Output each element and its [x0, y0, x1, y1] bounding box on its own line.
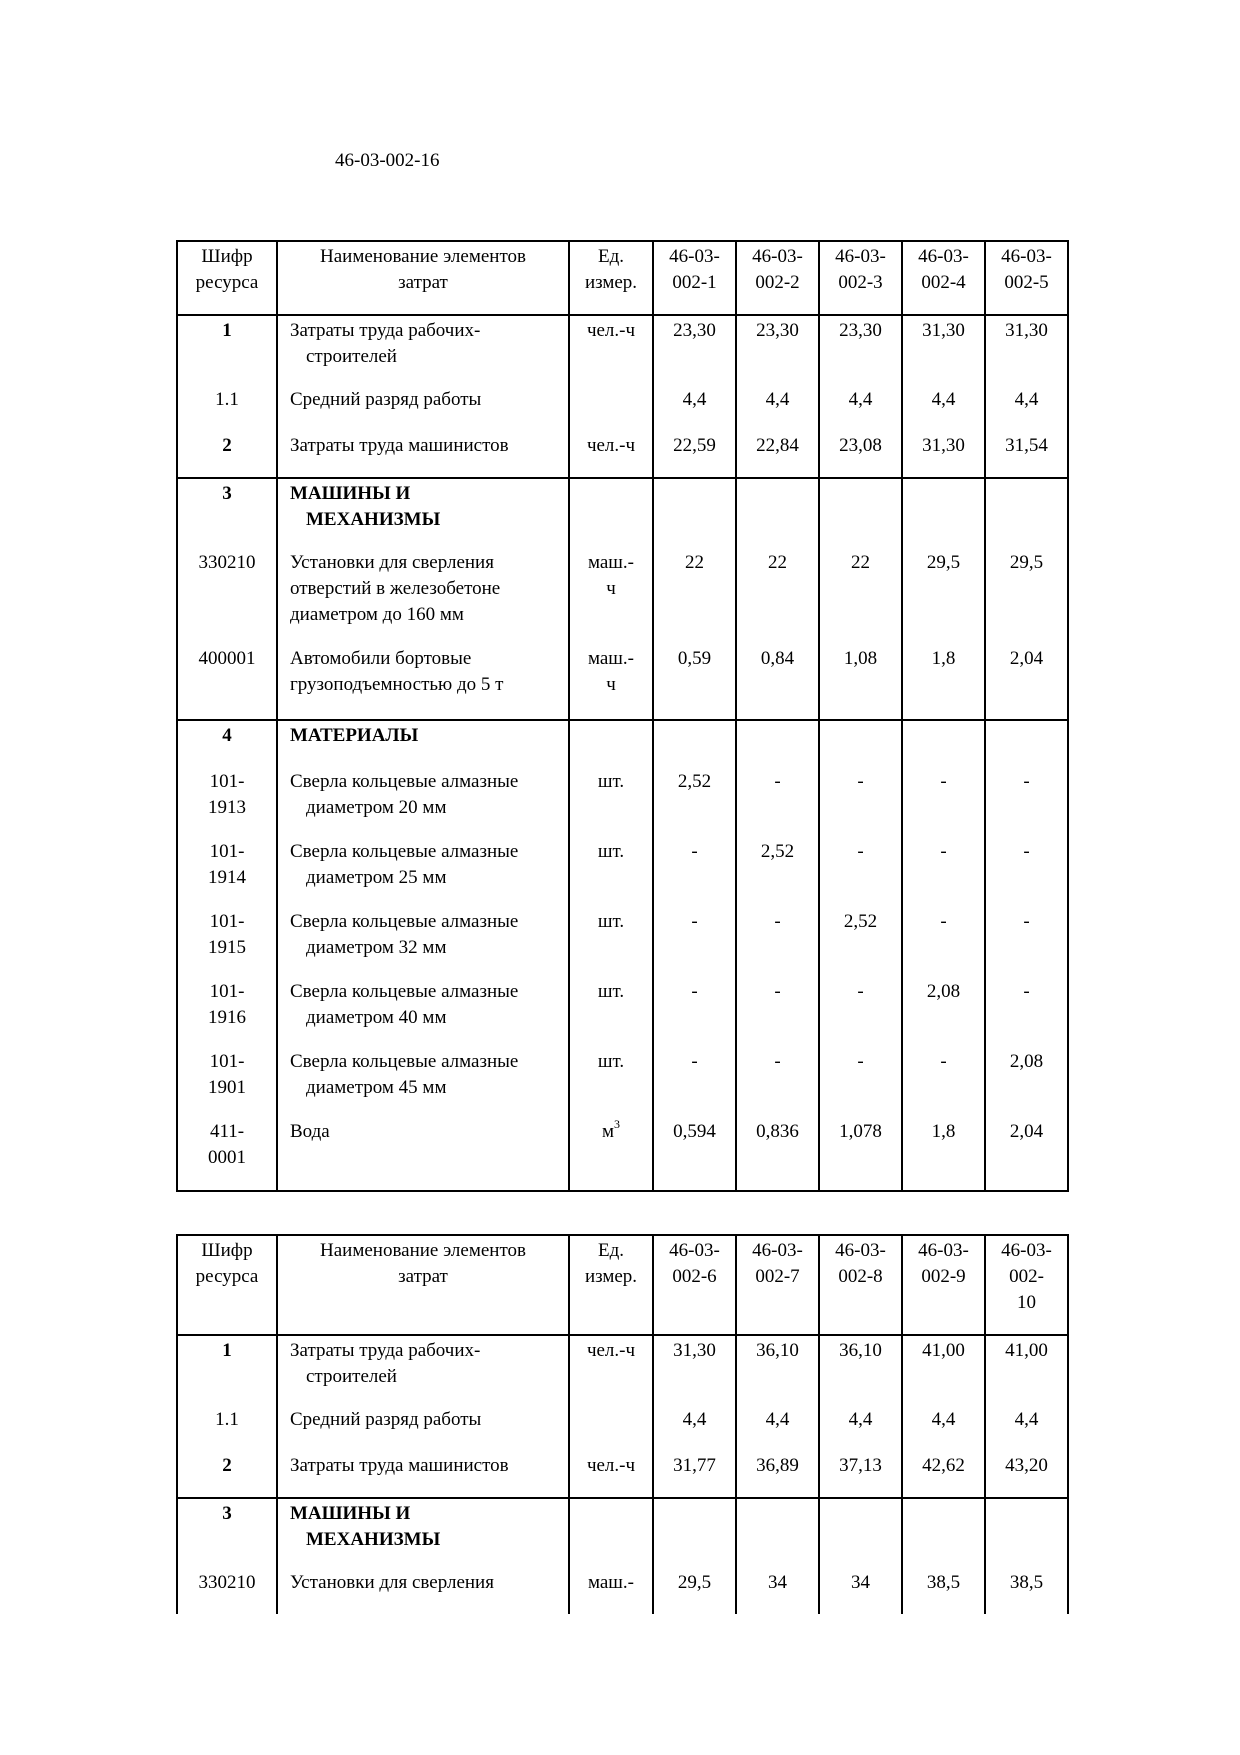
header-name: Наименование элементов затрат — [277, 1235, 569, 1335]
value-cell: 31,30 — [653, 1335, 736, 1405]
value-cell: 23,30 — [819, 315, 902, 385]
resource-code: 101- 1901 — [177, 1047, 277, 1117]
value-cell: 0,836 — [736, 1117, 819, 1191]
header-col-9: 46-03- 002-9 — [902, 1235, 985, 1335]
value-cell: 1,078 — [819, 1117, 902, 1191]
resource-code: 101- 1915 — [177, 907, 277, 977]
header-code: Шифр ресурса — [177, 241, 277, 315]
resource-code: 1 — [177, 315, 277, 385]
resource-unit: шт. — [569, 977, 653, 1047]
value-cell: 2,04 — [985, 644, 1068, 720]
value-cell: 4,4 — [819, 1405, 902, 1451]
resource-name: Сверла кольцевые алмазные диаметром 32 мм — [277, 907, 569, 977]
value-cell: 41,00 — [902, 1335, 985, 1405]
value-cell — [736, 1498, 819, 1568]
value-cell: - — [902, 907, 985, 977]
value-cell: 0,59 — [653, 644, 736, 720]
resource-unit: шт. — [569, 907, 653, 977]
resource-unit — [569, 385, 653, 431]
header-col-4: 46-03- 002-4 — [902, 241, 985, 315]
value-cell: 23,30 — [653, 315, 736, 385]
resource-unit: шт. — [569, 767, 653, 837]
table-row — [177, 1451, 1068, 1498]
value-cell: - — [985, 837, 1068, 907]
section-row-machines — [177, 478, 1068, 548]
value-cell: - — [736, 767, 819, 837]
section-row-materials — [177, 720, 1068, 767]
value-cell: 4,4 — [653, 1405, 736, 1451]
resource-name: Установки для сверления отверстий в железобетоне диаметром до 160 мм — [277, 548, 569, 644]
resource-code: 4 — [177, 720, 277, 767]
value-cell: 2,52 — [819, 907, 902, 977]
value-cell: 41,00 — [985, 1335, 1068, 1405]
value-cell — [985, 478, 1068, 548]
table-row — [177, 644, 1068, 720]
value-cell: 4,4 — [985, 385, 1068, 431]
value-cell — [985, 1498, 1068, 1568]
section-title: МАШИНЫ И МЕХАНИЗМЫ — [277, 1498, 569, 1568]
value-cell: 23,08 — [819, 431, 902, 478]
resource-name: Установки для сверления — [277, 1568, 569, 1614]
value-cell: 31,30 — [902, 315, 985, 385]
table-row — [177, 837, 1068, 907]
table-row — [177, 907, 1068, 977]
value-cell: - — [653, 1047, 736, 1117]
resource-code: 1.1 — [177, 1405, 277, 1451]
resource-unit: маш.- ч — [569, 548, 653, 644]
table-row — [177, 1405, 1068, 1451]
header-unit: Ед. измер. — [569, 241, 653, 315]
table-row — [177, 1568, 1068, 1614]
resource-unit: чел.-ч — [569, 315, 653, 385]
value-cell: 22,84 — [736, 431, 819, 478]
resource-code: 400001 — [177, 644, 277, 720]
value-cell: 2,52 — [653, 767, 736, 837]
value-cell: 29,5 — [985, 548, 1068, 644]
value-cell: - — [819, 1047, 902, 1117]
value-cell: 38,5 — [902, 1568, 985, 1614]
value-cell: - — [985, 767, 1068, 837]
value-cell: 2,08 — [902, 977, 985, 1047]
value-cell — [653, 720, 736, 767]
table-row — [177, 1335, 1068, 1405]
resource-table-2 — [176, 1234, 1069, 1614]
header-col-5: 46-03- 002-5 — [985, 241, 1068, 315]
resource-name: Автомобили бортовые грузоподъемностью до 5 т — [277, 644, 569, 720]
value-cell — [985, 720, 1068, 767]
value-cell — [819, 1498, 902, 1568]
value-cell: 43,20 — [985, 1451, 1068, 1498]
value-cell: 22 — [653, 548, 736, 644]
resource-code: 101- 1914 — [177, 837, 277, 907]
value-cell: - — [819, 977, 902, 1047]
resource-unit: чел.-ч — [569, 431, 653, 478]
table-row — [177, 315, 1068, 385]
resource-unit: шт. — [569, 837, 653, 907]
section-title: МАТЕРИАЛЫ — [277, 720, 569, 767]
header-col-7: 46-03- 002-7 — [736, 1235, 819, 1335]
value-cell: - — [985, 907, 1068, 977]
resource-name: Затраты труда машинистов — [277, 1451, 569, 1498]
resource-table-1 — [176, 240, 1069, 1192]
header-col-1: 46-03- 002-1 — [653, 241, 736, 315]
value-cell: - — [736, 977, 819, 1047]
table-header-row — [177, 1235, 1068, 1335]
value-cell — [736, 720, 819, 767]
resource-name: Сверла кольцевые алмазные диаметром 20 мм — [277, 767, 569, 837]
resource-unit: маш.- ч — [569, 644, 653, 720]
value-cell: 31,30 — [985, 315, 1068, 385]
value-cell: 23,30 — [736, 315, 819, 385]
value-cell: 31,77 — [653, 1451, 736, 1498]
resource-unit — [569, 478, 653, 548]
header-col-8: 46-03- 002-8 — [819, 1235, 902, 1335]
value-cell: 4,4 — [902, 385, 985, 431]
resource-code: 1.1 — [177, 385, 277, 431]
table-row — [177, 385, 1068, 431]
value-cell: - — [653, 837, 736, 907]
document-code: 46-03-002-16 — [335, 150, 440, 171]
value-cell: 4,4 — [736, 385, 819, 431]
table-row — [177, 548, 1068, 644]
resource-code: 3 — [177, 1498, 277, 1568]
value-cell — [902, 720, 985, 767]
table-row — [177, 431, 1068, 478]
value-cell: 36,10 — [736, 1335, 819, 1405]
resource-unit: $м^3$ — [569, 1117, 653, 1191]
resource-name: Сверла кольцевые алмазные диаметром 25 мм — [277, 837, 569, 907]
value-cell: 22 — [819, 548, 902, 644]
value-cell: - — [736, 1047, 819, 1117]
section-row-machines — [177, 1498, 1068, 1568]
value-cell: 31,30 — [902, 431, 985, 478]
value-cell: - — [819, 767, 902, 837]
value-cell: 2,04 — [985, 1117, 1068, 1191]
resource-code: 330210 — [177, 548, 277, 644]
resource-code: 3 — [177, 478, 277, 548]
header-unit: Ед. измер. — [569, 1235, 653, 1335]
table-row — [177, 977, 1068, 1047]
resource-unit — [569, 1405, 653, 1451]
header-col-3: 46-03- 002-3 — [819, 241, 902, 315]
value-cell: 38,5 — [985, 1568, 1068, 1614]
value-cell — [736, 478, 819, 548]
resource-unit — [569, 720, 653, 767]
resource-code: 2 — [177, 431, 277, 478]
value-cell: - — [653, 907, 736, 977]
value-cell: 31,54 — [985, 431, 1068, 478]
table-row — [177, 1047, 1068, 1117]
value-cell — [819, 478, 902, 548]
value-cell: 4,4 — [985, 1405, 1068, 1451]
resource-name: Сверла кольцевые алмазные диаметром 45 мм — [277, 1047, 569, 1117]
value-cell: - — [819, 837, 902, 907]
value-cell: 34 — [819, 1568, 902, 1614]
resource-name: Средний разряд работы — [277, 385, 569, 431]
table-header-row — [177, 241, 1068, 315]
resource-unit: чел.-ч — [569, 1451, 653, 1498]
resource-code: 330210 — [177, 1568, 277, 1614]
header-col-2: 46-03- 002-2 — [736, 241, 819, 315]
value-cell: - — [902, 767, 985, 837]
value-cell — [653, 478, 736, 548]
resource-name: Сверла кольцевые алмазные диаметром 40 мм — [277, 977, 569, 1047]
value-cell: - — [902, 837, 985, 907]
value-cell: 36,89 — [736, 1451, 819, 1498]
resource-name: Вода — [277, 1117, 569, 1191]
value-cell: 22 — [736, 548, 819, 644]
resource-name: Затраты труда рабочих- строителей — [277, 315, 569, 385]
value-cell: 0,84 — [736, 644, 819, 720]
resource-unit: маш.- — [569, 1568, 653, 1614]
header-code: Шифр ресурса — [177, 1235, 277, 1335]
value-cell: 37,13 — [819, 1451, 902, 1498]
value-cell: - — [985, 977, 1068, 1047]
header-col-10: 46-03- 002- 10 — [985, 1235, 1068, 1335]
resource-unit: чел.-ч — [569, 1335, 653, 1405]
value-cell: 29,5 — [653, 1568, 736, 1614]
value-cell: 0,594 — [653, 1117, 736, 1191]
resource-unit: шт. — [569, 1047, 653, 1117]
value-cell: 1,8 — [902, 1117, 985, 1191]
section-title: МАШИНЫ И МЕХАНИЗМЫ — [277, 478, 569, 548]
resource-name: Средний разряд работы — [277, 1405, 569, 1451]
resource-name: Затраты труда машинистов — [277, 431, 569, 478]
value-cell: 34 — [736, 1568, 819, 1614]
value-cell — [902, 478, 985, 548]
resource-code: 101- 1916 — [177, 977, 277, 1047]
value-cell: 2,08 — [985, 1047, 1068, 1117]
value-cell: - — [902, 1047, 985, 1117]
value-cell: 4,4 — [736, 1405, 819, 1451]
resource-code: 411- 0001 — [177, 1117, 277, 1191]
value-cell: 4,4 — [653, 385, 736, 431]
value-cell: 42,62 — [902, 1451, 985, 1498]
value-cell: 1,08 — [819, 644, 902, 720]
value-cell: - — [653, 977, 736, 1047]
value-cell: 29,5 — [902, 548, 985, 644]
value-cell: 22,59 — [653, 431, 736, 478]
resource-name: Затраты труда рабочих- строителей — [277, 1335, 569, 1405]
resource-code: 2 — [177, 1451, 277, 1498]
value-cell — [902, 1498, 985, 1568]
value-cell: 36,10 — [819, 1335, 902, 1405]
resource-code: 101- 1913 — [177, 767, 277, 837]
table-row — [177, 1117, 1068, 1191]
value-cell — [819, 720, 902, 767]
resource-code: 1 — [177, 1335, 277, 1405]
header-name: Наименование элементов затрат — [277, 241, 569, 315]
value-cell — [653, 1498, 736, 1568]
header-col-6: 46-03- 002-6 — [653, 1235, 736, 1335]
value-cell: 4,4 — [902, 1405, 985, 1451]
resource-unit — [569, 1498, 653, 1568]
value-cell: - — [736, 907, 819, 977]
value-cell: 1,8 — [902, 644, 985, 720]
value-cell: 4,4 — [819, 385, 902, 431]
value-cell: 2,52 — [736, 837, 819, 907]
table-row — [177, 767, 1068, 837]
